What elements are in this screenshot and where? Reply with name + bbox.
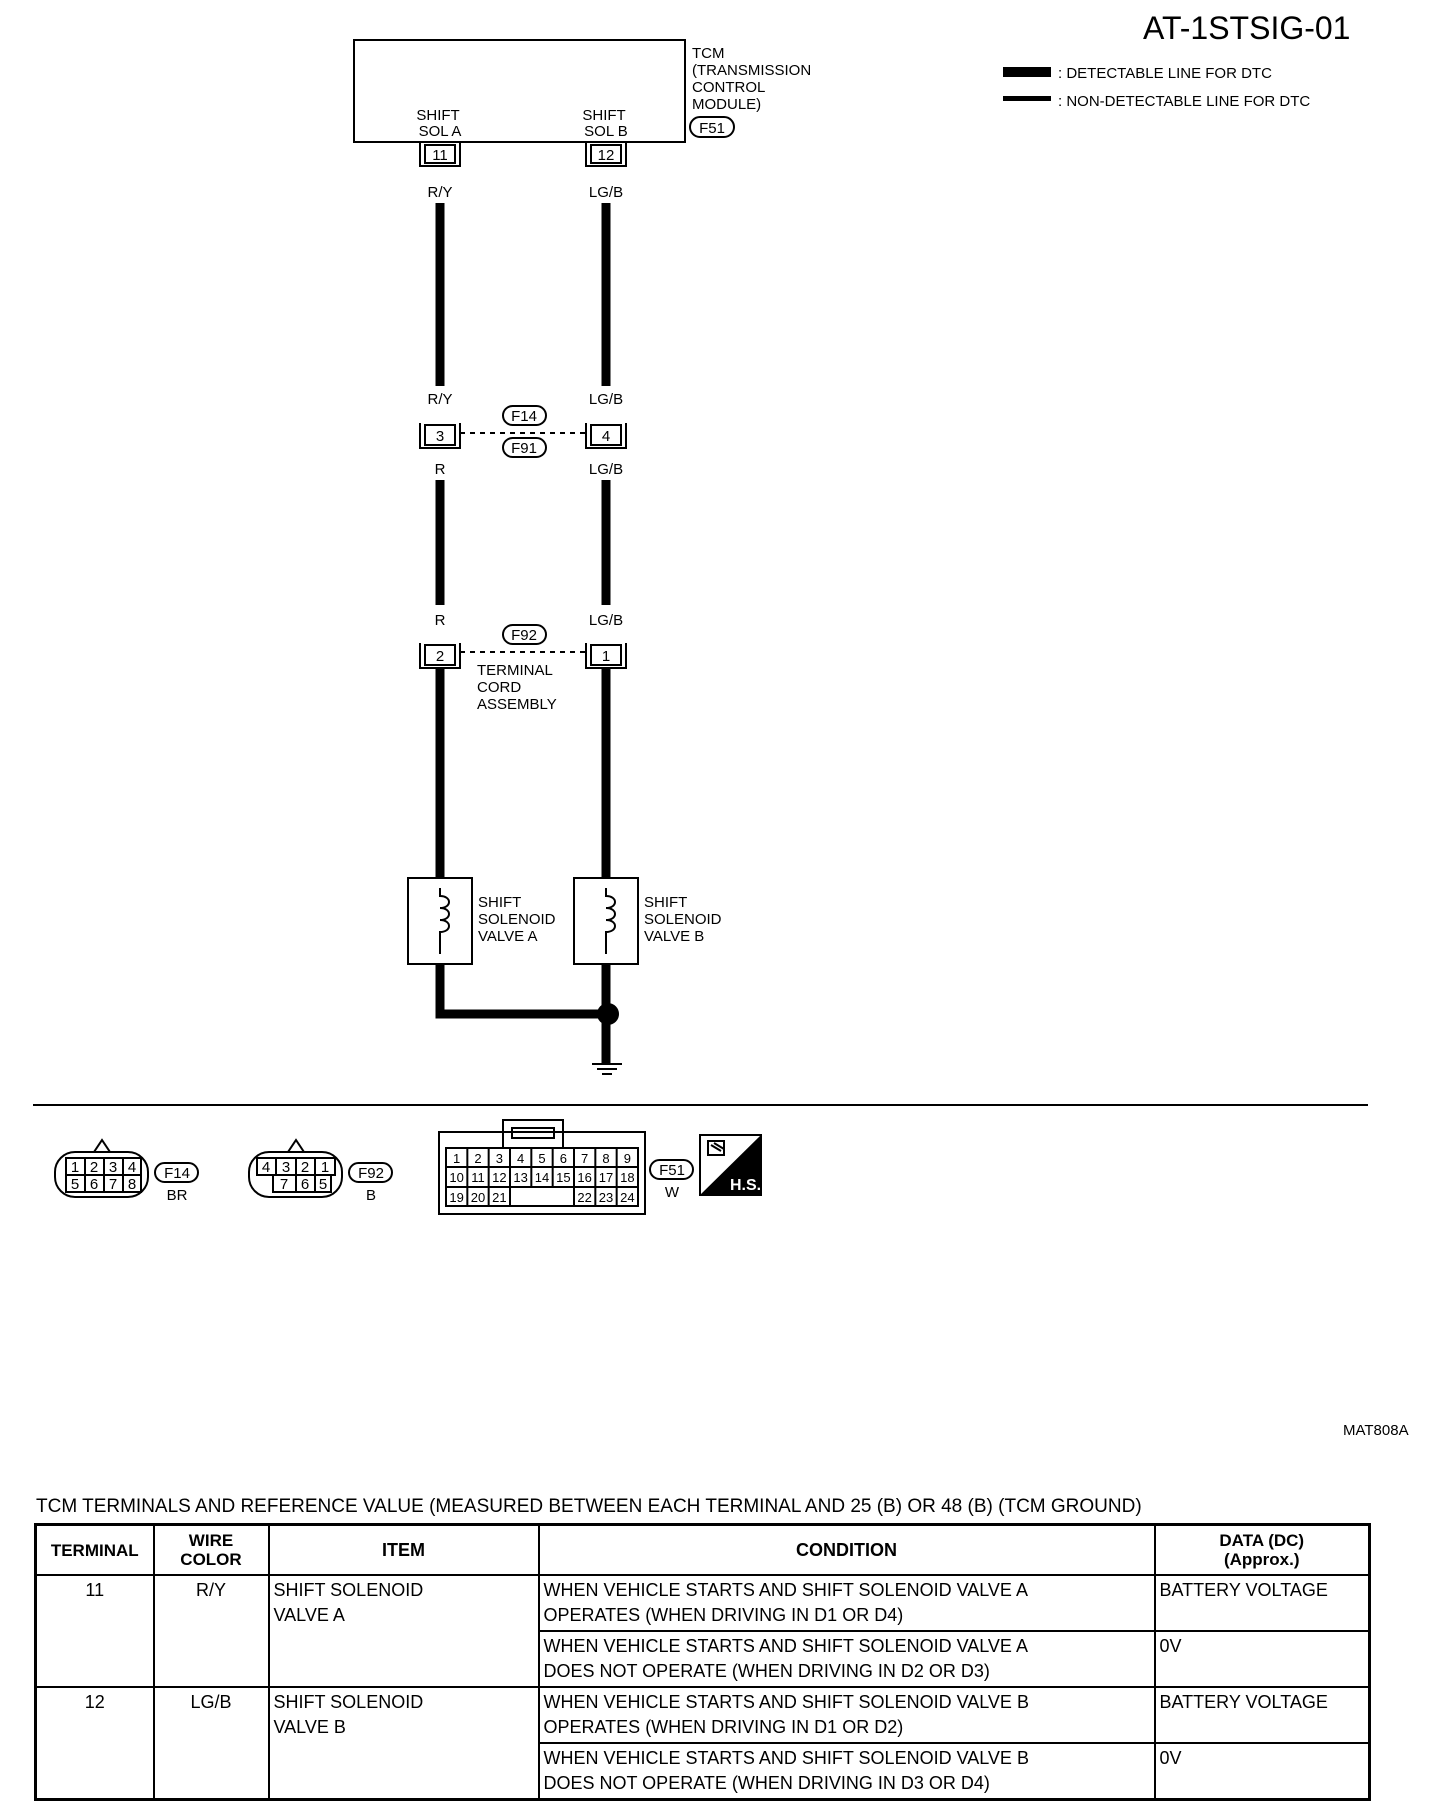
svg-text:F92: F92	[358, 1165, 384, 1182]
tcm-pin-a-number: 11	[432, 147, 448, 164]
table-row	[36, 1575, 1370, 1631]
row-condition: WHEN VEHICLE STARTS AND SHIFT SOLENOID VALVE A DOES NOT OPERATE (WHEN DRIVING IN D2 OR D3)	[539, 1631, 1155, 1687]
header-condition: CONDITION	[539, 1525, 1155, 1576]
row-terminal: 11	[36, 1575, 154, 1687]
solenoid-a-label: SHIFT SOLENOID VALVE A	[478, 894, 556, 945]
svg-text:F14: F14	[164, 1165, 190, 1182]
row-terminal: 12	[36, 1687, 154, 1800]
row-wire-color: R/Y	[154, 1575, 269, 1687]
lower-connector-b-pin: 1	[601, 648, 611, 665]
row-item: SHIFT SOLENOID VALVE B	[269, 1687, 539, 1800]
ground-wire-a	[440, 964, 606, 1014]
tcm-pin-a-label: SHIFT SOL A	[416, 107, 462, 140]
lower-connector-a-pin: 2	[435, 648, 445, 665]
hs-badge-icon	[700, 1135, 761, 1195]
wire-b-mid-lower-color: LG/B	[588, 461, 624, 478]
row-item: SHIFT SOLENOID VALVE A	[269, 1575, 539, 1687]
splice-point	[597, 1003, 619, 1025]
header-wire-color: WIRE COLOR	[154, 1525, 269, 1576]
svg-text:123456789: 1 2 3 4 5 6 7 8 9	[453, 1151, 631, 1166]
svg-text:765: 7 6 5	[279, 1176, 328, 1193]
table-header-row	[36, 1525, 1370, 1576]
header-data: DATA (DC) (Approx.)	[1155, 1525, 1370, 1576]
connector-view-f92	[249, 1140, 392, 1204]
row-data: 0V	[1155, 1631, 1370, 1687]
row-data: 0V	[1155, 1743, 1370, 1800]
figure-code: MAT808A	[1343, 1422, 1409, 1439]
ground-icon	[592, 1064, 622, 1074]
wire-a-mid-upper-color: R/Y	[427, 391, 453, 408]
row-condition: WHEN VEHICLE STARTS AND SHIFT SOLENOID VALVE B OPERATES (WHEN DRIVING IN D1 OR D2)	[539, 1687, 1155, 1743]
legend-detectable-swatch	[1003, 67, 1051, 77]
svg-text:B: B	[365, 1187, 377, 1204]
table-title: TCM TERMINALS AND REFERENCE VALUE (MEASURED BETWEEN EACH TERMINAL AND 25 (B) OR 48 (B) (TCM GROUND)	[36, 1496, 1142, 1517]
tcm-label: TCM (TRANSMISSION CONTROL MODULE)	[692, 45, 812, 113]
diagram-id: AT-1STSIG-01	[1143, 10, 1351, 46]
solenoid-b-label: SHIFT SOLENOID VALVE B	[644, 894, 722, 945]
reference-table	[34, 1523, 1371, 1801]
lower-connector-label: TERMINAL CORD ASSEMBLY	[477, 662, 557, 713]
svg-text:H.S.: H.S.	[730, 1177, 762, 1194]
table-row	[36, 1687, 1370, 1743]
upper-connector-tag-2: F91	[511, 440, 537, 457]
svg-text:1234: 1 2 3 4	[70, 1159, 137, 1176]
svg-text:W: W	[664, 1184, 680, 1201]
svg-text:101112131415161718: 10 11 12 13 14 15 16 17 18	[449, 1170, 635, 1185]
row-condition: WHEN VEHICLE STARTS AND SHIFT SOLENOID VALVE B DOES NOT OPERATE (WHEN DRIVING IN D3 OR D4)	[539, 1743, 1155, 1800]
row-data: BATTERY VOLTAGE	[1155, 1575, 1370, 1631]
svg-text:BR: BR	[166, 1187, 188, 1204]
connector-view-f51	[439, 1120, 693, 1214]
header-item: ITEM	[269, 1525, 539, 1576]
legend-nondetectable-swatch	[1003, 96, 1051, 101]
header-terminal: TERMINAL	[36, 1525, 154, 1576]
upper-connector-tag-1: F14	[511, 408, 537, 425]
legend-detectable-label: : DETECTABLE LINE FOR DTC	[1058, 65, 1272, 82]
tcm-pin-b-number: 12	[597, 147, 615, 164]
wire-a-low-color: R	[434, 612, 446, 629]
row-wire-color: LG/B	[154, 1687, 269, 1800]
legend-nondetectable-label: : NON-DETECTABLE LINE FOR DTC	[1058, 93, 1311, 110]
connector-view-f14	[55, 1140, 198, 1204]
tcm-pin-b-label: SHIFT SOL B	[582, 107, 628, 140]
wire-a-top-color: R/Y	[427, 184, 453, 201]
svg-text:192021222324: 19 20 21 22 23 24	[449, 1190, 635, 1205]
upper-connector-b-pin: 4	[601, 428, 611, 445]
wire-b-top-color: LG/B	[588, 184, 624, 201]
row-data: BATTERY VOLTAGE	[1155, 1687, 1370, 1743]
tcm-connector-tag: F51	[699, 120, 725, 137]
wire-b-low-color: LG/B	[588, 612, 624, 629]
row-condition: WHEN VEHICLE STARTS AND SHIFT SOLENOID VALVE A OPERATES (WHEN DRIVING IN D1 OR D4)	[539, 1575, 1155, 1631]
tcm-box	[354, 40, 685, 142]
svg-text:4321: 4 3 2 1	[261, 1159, 330, 1176]
svg-text:F51: F51	[659, 1162, 685, 1179]
lower-connector-tag: F92	[511, 627, 537, 644]
wire-b-mid-upper-color: LG/B	[588, 391, 624, 408]
upper-connector-a-pin: 3	[435, 428, 445, 445]
wire-a-mid-lower-color: R	[434, 461, 446, 478]
svg-text:5678: 5 6 7 8	[70, 1176, 137, 1193]
